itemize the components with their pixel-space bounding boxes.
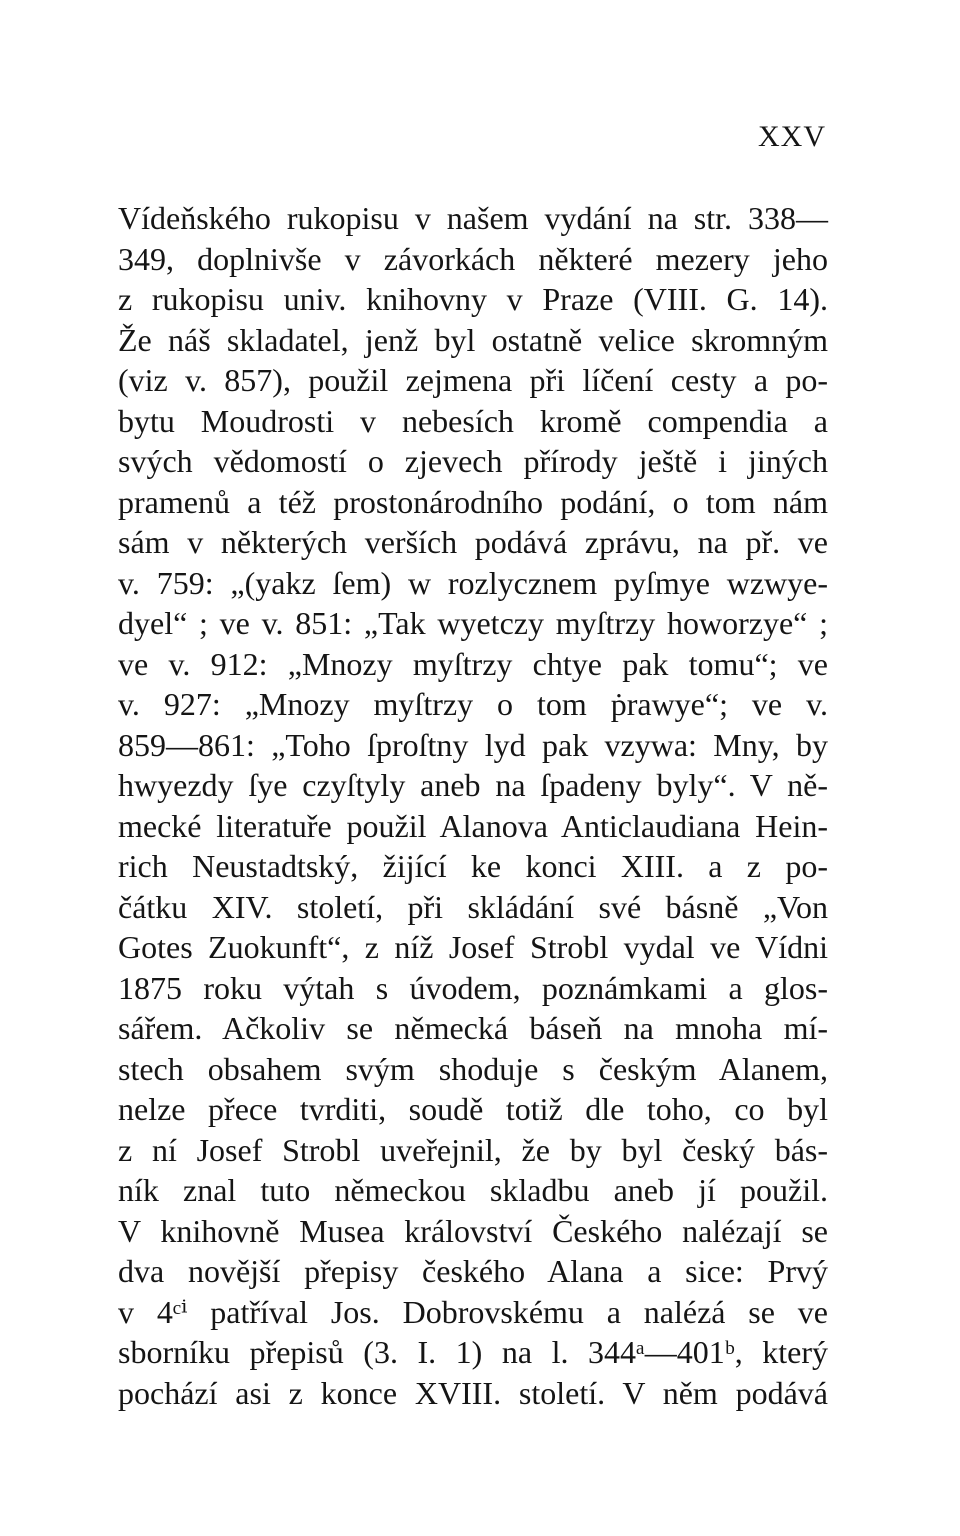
text-line: Vídeňského rukopisu v našem vydání na str. 338— <box>118 200 828 236</box>
text-line: bytu Moudrosti v nebesích kromě compendia a <box>118 402 828 439</box>
text-line: v 4ᶜⁱ patříval Jos. Dobrovskému a nalézá se ve <box>118 1293 828 1330</box>
text-line: Gotes Zuokunft“, z níž Josef Strobl vydal ve Vídni <box>118 929 828 965</box>
text-line: stech obsahem svým shoduje s českým Alanem, <box>118 1050 828 1087</box>
text-line: mecké literatuře použil Alanova Anticlaudiana Hein- <box>118 807 828 844</box>
text-line: v. 927: „Mnozy myſtrzy o tom ṗrawye“; ve v. <box>118 686 828 722</box>
text-line: 859—861: „Toho ſproſtny lyd pak vzywa: Mny, by <box>118 726 828 763</box>
text-line: hwyezdy ſye czyſtyly aneb na ſpadeny byly“. V ně- <box>118 767 828 803</box>
text-line: sářem. Ačkoliv se německá báseň na mnoha mí- <box>118 1010 828 1046</box>
text-line: Že náš skladatel, jenž byl ostatně velice skromným <box>118 321 828 358</box>
text-line: nelze přece tvrditi, soudě totiž dle toho, co byl <box>118 1091 828 1127</box>
text-line: v. 759: „(yakz ſem) w rozlycznem pyſmye wzwye- <box>118 564 828 601</box>
text-line: rich Neustadtský, žijící ke konci XIII. a z po- <box>118 848 828 884</box>
text-line: (viz v. 857), použil zejmena při líčení cesty a po- <box>118 362 828 398</box>
text-line: ník znal tuto německou skladbu aneb jí použil. <box>118 1172 828 1208</box>
text-line: z rukopisu univ. knihovny v Praze (VIII. G. 14). <box>118 281 828 317</box>
text-line: dva novější přepisy českého Alana a sice: Prvý <box>118 1253 828 1289</box>
text-line: z ní Josef Strobl uveřejnil, že by byl český bás- <box>118 1131 828 1168</box>
text-line: pochází asi z konce XVIII. století. V něm podává <box>118 1374 828 1411</box>
text-line: 1875 roku výtah s úvodem, poznámkami a glos- <box>118 969 828 1006</box>
text-line: V knihovně Musea království Českého nalézají se <box>118 1212 828 1249</box>
page-number: XXV <box>758 120 826 153</box>
text-line: čátku XIV. století, při skládání své básně „Von <box>118 888 828 925</box>
text-line: sám v některých verších podává zprávu, na př. ve <box>118 524 828 560</box>
body-text <box>118 198 828 1413</box>
text-line: dyel“ ; ve v. 851: „Tak wyetczy myſtrzy howorzye“ ; <box>118 605 828 641</box>
text-line: svých vědomostí o zjevech přírody ještě i jiných <box>118 443 828 479</box>
text-line: ve v. 912: „Mnozy myſtrzy chtye pak tomu“; ve <box>118 645 828 682</box>
text-line: 349, doplnivše v závorkách některé mezery jeho <box>118 240 828 277</box>
text-line: pramenů a též prostonárodního podání, o tom nám <box>118 483 828 520</box>
text-line: sborníku přepisů (3. I. 1) na l. 344ᵃ—401ᵇ, který <box>118 1334 828 1370</box>
